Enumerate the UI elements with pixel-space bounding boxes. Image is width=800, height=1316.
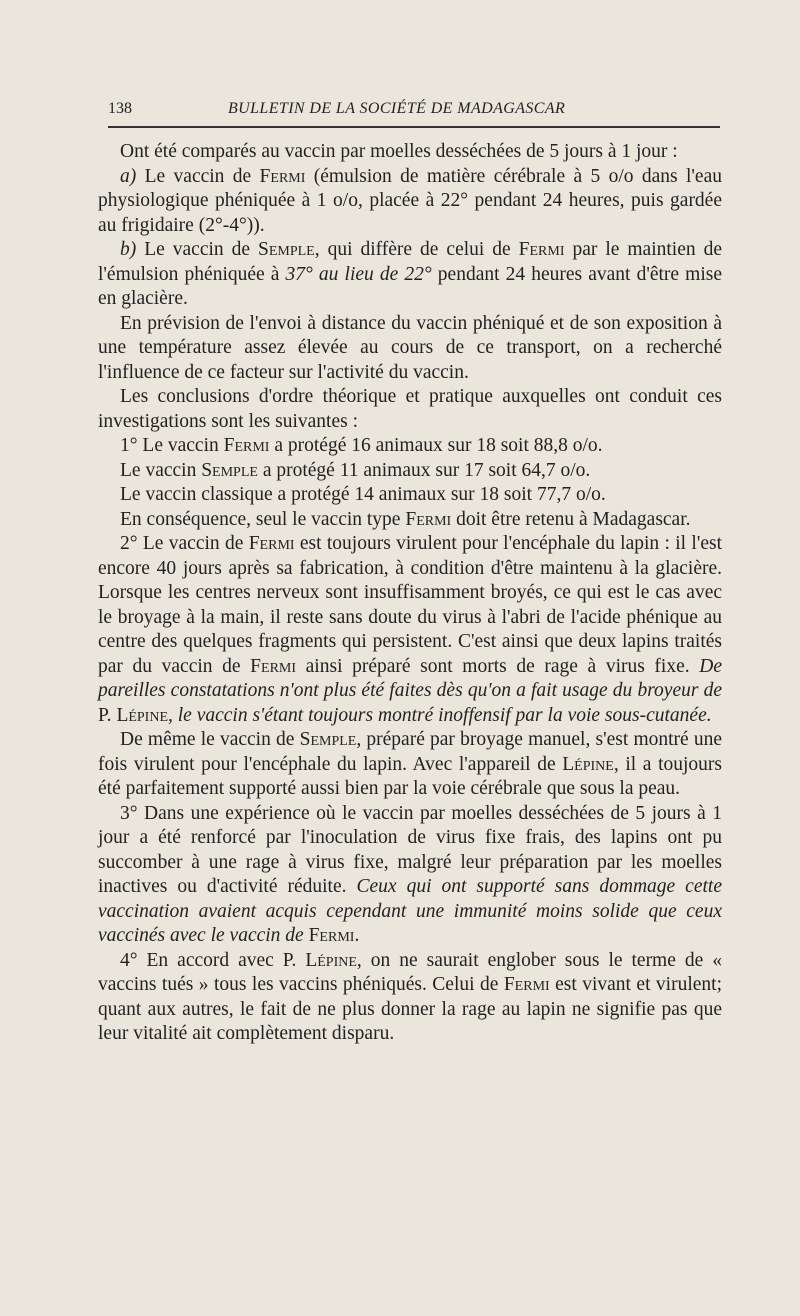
text-span: Les conclusions d'ordre théorique et pratique auxquelles ont conduit ces investigations sont les suivantes :: [98, 386, 722, 432]
name-lepine: Lépine: [116, 704, 169, 726]
text-span: par le maintien de l'émulsion phéniquée à: [98, 239, 722, 285]
page-header: [108, 100, 720, 128]
text-span: , il a toujours été parfaitement supporté aussi bien par la voie cérébrale que sous la peau.: [98, 753, 722, 799]
paragraph-meme: [98, 728, 722, 802]
text-span: .: [354, 925, 360, 946]
result-line-2: [98, 459, 722, 484]
name-fermi: Fermi: [405, 508, 452, 530]
text-span: a protégé 16 animaux sur 18 soit 88,8 o/o.: [269, 435, 603, 456]
item-label-a: a): [120, 165, 137, 187]
paragraph-4: [98, 949, 722, 1047]
result-line-3: [98, 483, 722, 508]
text-span: pendant 24 heures avant d'être mise en glacière.: [98, 263, 722, 309]
intro-text: Ont été comparés au vaccin par moelles desséchées de 5 jours à 1 jour :: [120, 141, 678, 162]
text-span: , préparé par broyage manuel, s'est montré une fois virulent pour l'encéphale du lapin. Avec l'appareil de: [98, 729, 723, 775]
body-text: [98, 140, 722, 1047]
text-span: De même le vaccin de: [120, 729, 300, 750]
name-fermi: Fermi: [503, 974, 550, 995]
text-span: est vivant et virulent; quant aux autres, le fait de ne plus donner la rage au lapin ne signifie pas que leur vitalité ait complètement disparu.: [98, 974, 722, 1044]
text-span: Le vaccin de: [136, 165, 260, 187]
italic-span: De pareilles constatations n'ont plus été faites dès qu'on a fait usage du broyeur de: [98, 655, 722, 701]
text-span: (émulsion de matière cérébrale à 5 o/o dans l'eau physiologique phéniquée à 1 o/o, placée à 22° pendant 24 heures, puis gardée au frigidaire (2°-4°)).: [98, 165, 722, 236]
name-fermi: Fermi: [259, 165, 306, 187]
text-span: a protégé 11 animaux sur 17 soit 64,7 o/o.: [257, 459, 591, 481]
paragraph-b: [98, 238, 722, 312]
name-lepine: Lépine: [562, 753, 614, 775]
italic-span: 37° au lieu de 22°: [285, 263, 432, 285]
name-fermi: Fermi: [250, 655, 297, 677]
text-span: est toujours virulent pour l'encéphale du lapin : il l'est encore 40 jours après sa fabrication, à condition d'être maintenu à la glacière. Lorsque les centres nerveux sont insuffisamment broyés, ce qui est le cas avec le broyage à la main, il reste sans doute du virus à l'abri de l'acide phénique au centre des quelques fragments qui persistent. C'est ainsi que deux lapins traités par du vaccin de: [98, 533, 722, 677]
italic-span: , le vaccin s'étant toujours montré inoffensif par la voie sous-cutanée.: [168, 704, 712, 726]
text-span: Le vaccin de: [136, 239, 258, 260]
paragraph-prevision: [98, 312, 722, 386]
text-span: Le vaccin: [120, 459, 202, 481]
text-span: En prévision de l'envoi à distance du vaccin phéniqué et de son exposition à une température assez élevée au cours de ce transport, on a recherché l'influence de ce facteur sur l'activité du vaccin.: [98, 312, 722, 383]
running-title: BULLETIN DE LA SOCIÉTÉ DE MADAGASCAR: [228, 100, 566, 117]
name-fermi: Fermi: [248, 533, 295, 554]
name-fermi: Fermi: [308, 925, 355, 946]
paragraph-2: [98, 532, 722, 728]
text-span: P.: [98, 704, 117, 726]
text-span: ainsi préparé sont morts de rage à virus fixe.: [296, 655, 700, 677]
result-conclusion: [98, 508, 722, 533]
paragraph-conclusions: [98, 385, 722, 434]
name-fermi: Fermi: [223, 435, 270, 456]
text-span: 4° En accord avec P.: [120, 949, 306, 971]
text-span: En conséquence, seul le vaccin type: [120, 508, 406, 530]
text-span: , on ne saurait englober sous le terme de « vaccins tués » tous les vaccins phéniqués. Celui de: [98, 949, 722, 995]
paragraph-3: [98, 802, 722, 949]
text-span: 1° Le vaccin: [120, 435, 224, 456]
name-fermi: Fermi: [518, 239, 565, 260]
page-number: 138: [108, 100, 132, 117]
text-span: Le vaccin classique a protégé 14 animaux sur 18 soit 77,7 o/o.: [120, 484, 606, 505]
text-span: doit être retenu à Madagascar.: [451, 508, 691, 530]
item-label-b: b): [120, 239, 137, 260]
name-semple: Semple: [201, 459, 258, 481]
italic-span: Ceux qui ont supporté sans dommage cette vaccination avaient acquis cependant une immunité moins solide que ceux vaccinés avec le vaccin de: [98, 876, 722, 946]
text-span: 2° Le vaccin de: [120, 533, 249, 554]
result-line-1: [98, 434, 722, 459]
paragraph-intro: [98, 140, 722, 165]
name-semple: Semple: [257, 239, 315, 260]
text-span: 3° Dans une expérience où le vaccin par moelles desséchées de 5 jours à 1 jour a été renforcé par l'inoculation de virus fixe frais, des lapins ont pu succomber à une rage à virus fixe, malgré leur préparation par les moelles inactives ou d'activité réduite.: [98, 802, 722, 897]
name-lepine: Lépine: [305, 949, 357, 971]
text-span: , qui diffère de celui de: [314, 239, 519, 260]
paragraph-a: [98, 165, 722, 239]
name-semple: Semple: [299, 729, 357, 750]
